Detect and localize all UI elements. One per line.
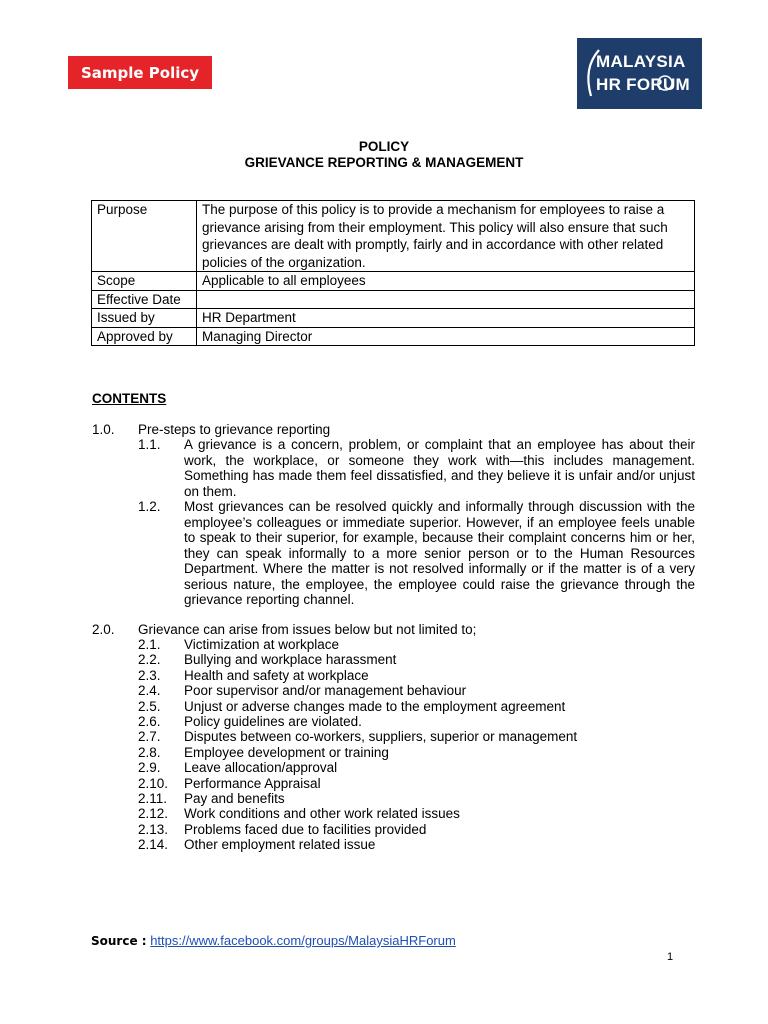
info-key: Effective Date [92,290,197,309]
item-number: 1.2. [138,499,161,514]
table-row [92,327,695,346]
info-value: Applicable to all employees [197,272,695,291]
item-text: Employee development or training [184,744,389,760]
info-key: Issued by [92,309,197,328]
item-text: Health and safety at workplace [184,667,369,683]
item-number: 2.4. [138,683,161,699]
section-number: 1.0. [92,422,115,437]
table-row [92,290,695,309]
item-text: Bullying and workplace harassment [184,652,397,668]
sample-policy-badge: Sample Policy [68,56,212,89]
item-number: 2.13. [138,821,169,837]
info-key: Purpose [92,201,197,272]
item-number: 1.1. [138,437,161,452]
item-number: 2.14. [138,837,169,853]
logo-line2: HR FORUM [596,75,690,94]
item-text: Unjust or adverse changes made to the employment agreement [184,698,566,714]
item-number: 2.1. [138,637,161,652]
table-row [92,201,695,272]
table-row [92,309,695,328]
source-label: Source : [91,934,147,948]
item-number: 2.12. [138,806,169,822]
section-title: Pre-steps to grievance reporting [138,422,331,437]
table-row [92,272,695,291]
logo-arc-icon [577,38,702,109]
policy-info-table [91,200,695,346]
info-value: HR Department [197,309,695,328]
source-link[interactable]: https://www.facebook.com/groups/MalaysiaHRForum [150,933,456,948]
section-number: 2.0. [92,622,115,637]
document-title-line2: GRIEVANCE REPORTING & MANAGEMENT [244,155,524,170]
info-key: Approved by [92,327,197,346]
item-text: Pay and benefits [184,790,285,806]
item-text: Leave allocation/approval [184,760,338,776]
item-text: Disputes between co-workers, suppliers, superior or management [184,729,578,745]
item-number: 2.2. [138,652,161,668]
info-value [197,290,695,309]
item-text: Victimization at workplace [184,637,340,652]
item-number: 2.6. [138,713,161,729]
section-1 [0,422,768,612]
item-number: 2.8. [138,744,161,760]
item-number: 2.10. [138,775,169,791]
item-number: 2.5. [138,698,161,714]
item-number: 2.3. [138,667,161,683]
page-number: 1 [667,951,674,963]
item-number: 2.11. [138,790,168,806]
info-value: The purpose of this policy is to provide a mechanism for employees to raise a grievance arising from their employment. This policy will also ensure that such grievances are dealt with promptly, fairly and in accordance with other related policies of the organization. [197,201,695,272]
info-value: Managing Director [197,327,695,346]
item-number: 2.7. [138,729,161,745]
item-text: Poor supervisor and/or management behaviour [184,683,467,699]
section-title: Grievance can arise from issues below but not limited to; [138,622,477,637]
section-2-header [0,622,768,638]
contents-heading: CONTENTS [92,391,167,406]
paragraph: Most grievances can be resolved quickly and informally through discussion with the employee’s colleagues or immediate superior. However, if an employee feels unable to speak to their superior, for example, because their complaint concerns him or her, they can speak informally to a more senior person or to the Human Resources Department. Where the matter is not resolved informally or if the matter is of a very serious nature, the employee, the employee could raise the grievance through the grievance reporting channel. [184,499,695,607]
item-text: Policy guidelines are violated. [184,713,362,729]
item-number: 2.9. [138,760,161,776]
source-footer [91,933,456,948]
info-key: Scope [92,272,197,291]
item-text: Work conditions and other work related issues [184,806,460,822]
item-text: Performance Appraisal [184,775,321,791]
item-text: Problems faced due to facilities provided [184,821,427,837]
paragraph: A grievance is a concern, problem, or complaint that an employee has about their work, the workplace, or someone they work with—this includes management. Something has made them feel dissatisfied, and they believe it is unfair and/or unjust on them. [184,437,695,499]
logo-line1: MALAYSIA [596,52,686,71]
item-text: Other employment related issue [184,837,376,853]
malaysia-hr-forum-logo [577,38,702,109]
document-title-line1: POLICY [358,139,410,154]
